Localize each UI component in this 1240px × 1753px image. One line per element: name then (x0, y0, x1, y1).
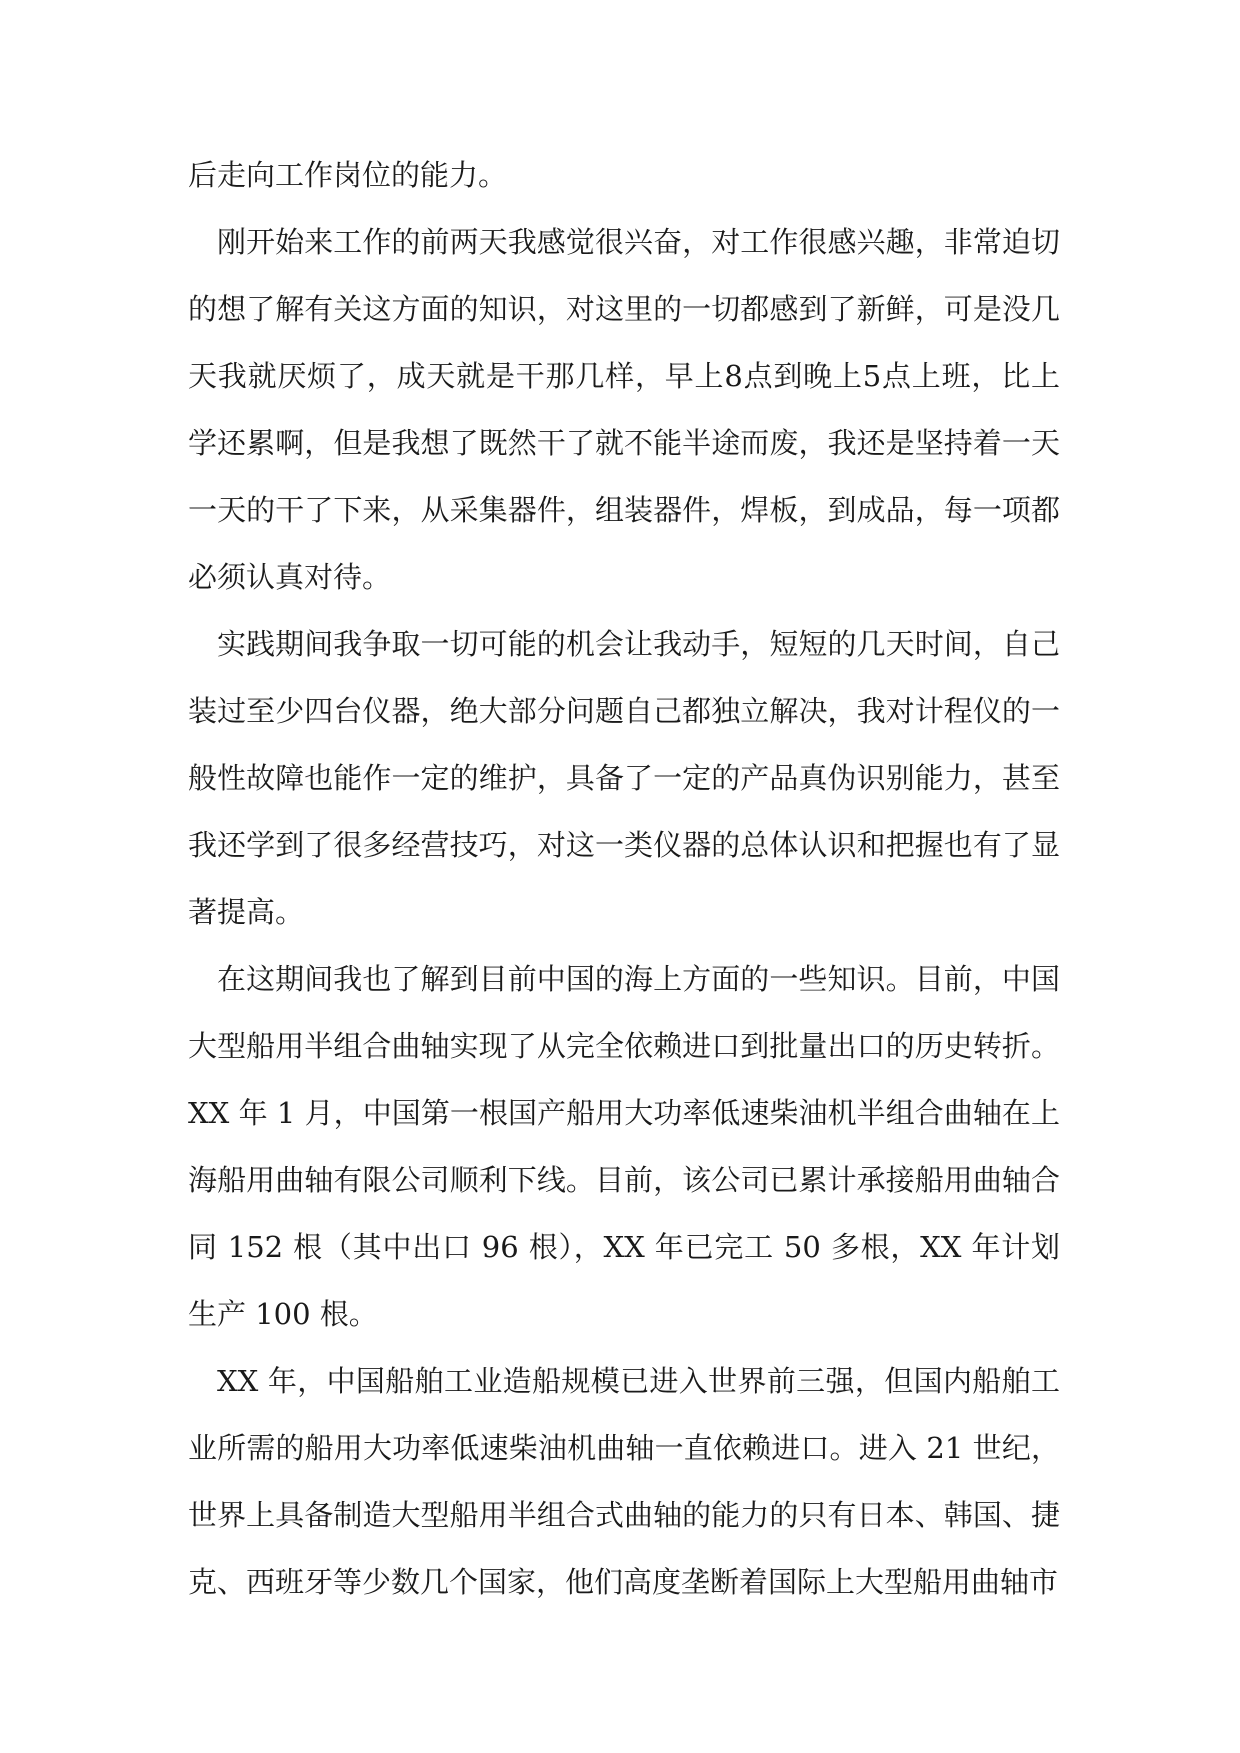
paragraph: 后走向工作岗位的能力。 (188, 158, 508, 192)
paragraph: 实践期间我争取一切可能的机会让我动手，短短的几天时间，自己装过至少四台仪器，绝大部分问题自己都独立解决，我对计程仪的一般性故障也能作一定的维护，具备了一定的产品真伪识别能力，甚至我还学到了很多经营技巧，对这一类仪器的总体认识和把握也有了显著提高。 (188, 627, 1060, 929)
document-body (188, 142, 1060, 1616)
paragraph: 刚开始来工作的前两天我感觉很兴奋，对工作很感兴趣，非常迫切的想了解有关这方面的知识，对这里的一切都感到了新鲜，可是没几天我就厌烦了，成天就是干那几样，早上8点到晚上5点上班，比上学还累啊，但是我想了既然干了就不能半途而废，我还是坚持着一天一天的干了下来，从采集器件，组装器件，焊板，到成品，每一项都必须认真对待。 (188, 225, 1060, 594)
paragraph: 在这期间我也了解到目前中国的海上方面的一些知识。目前，中国大型船用半组合曲轴实现了从完全依赖进口到批量出口的历史转折。XX 年 1 月，中国第一根国产船用大功率低速柴油机半组合曲轴在上海船用曲轴有限公司顺利下线。目前，该公司已累计承接船用曲轴合同 152 根（其中出口 96 根），XX 年已完工 50 多根，XX 年计划生产 100 根。 (188, 962, 1060, 1331)
paragraph: XX 年，中国船舶工业造船规模已进入世界前三强，但国内船舶工业所需的船用大功率低速柴油机曲轴一直依赖进口。进入 21 世纪，世界上具备制造大型船用半组合式曲轴的能力的只有日本、韩国、捷克、西班牙等少数几个国家，他们高度垄断着国际上大型船用曲轴市 (188, 1364, 1060, 1599)
